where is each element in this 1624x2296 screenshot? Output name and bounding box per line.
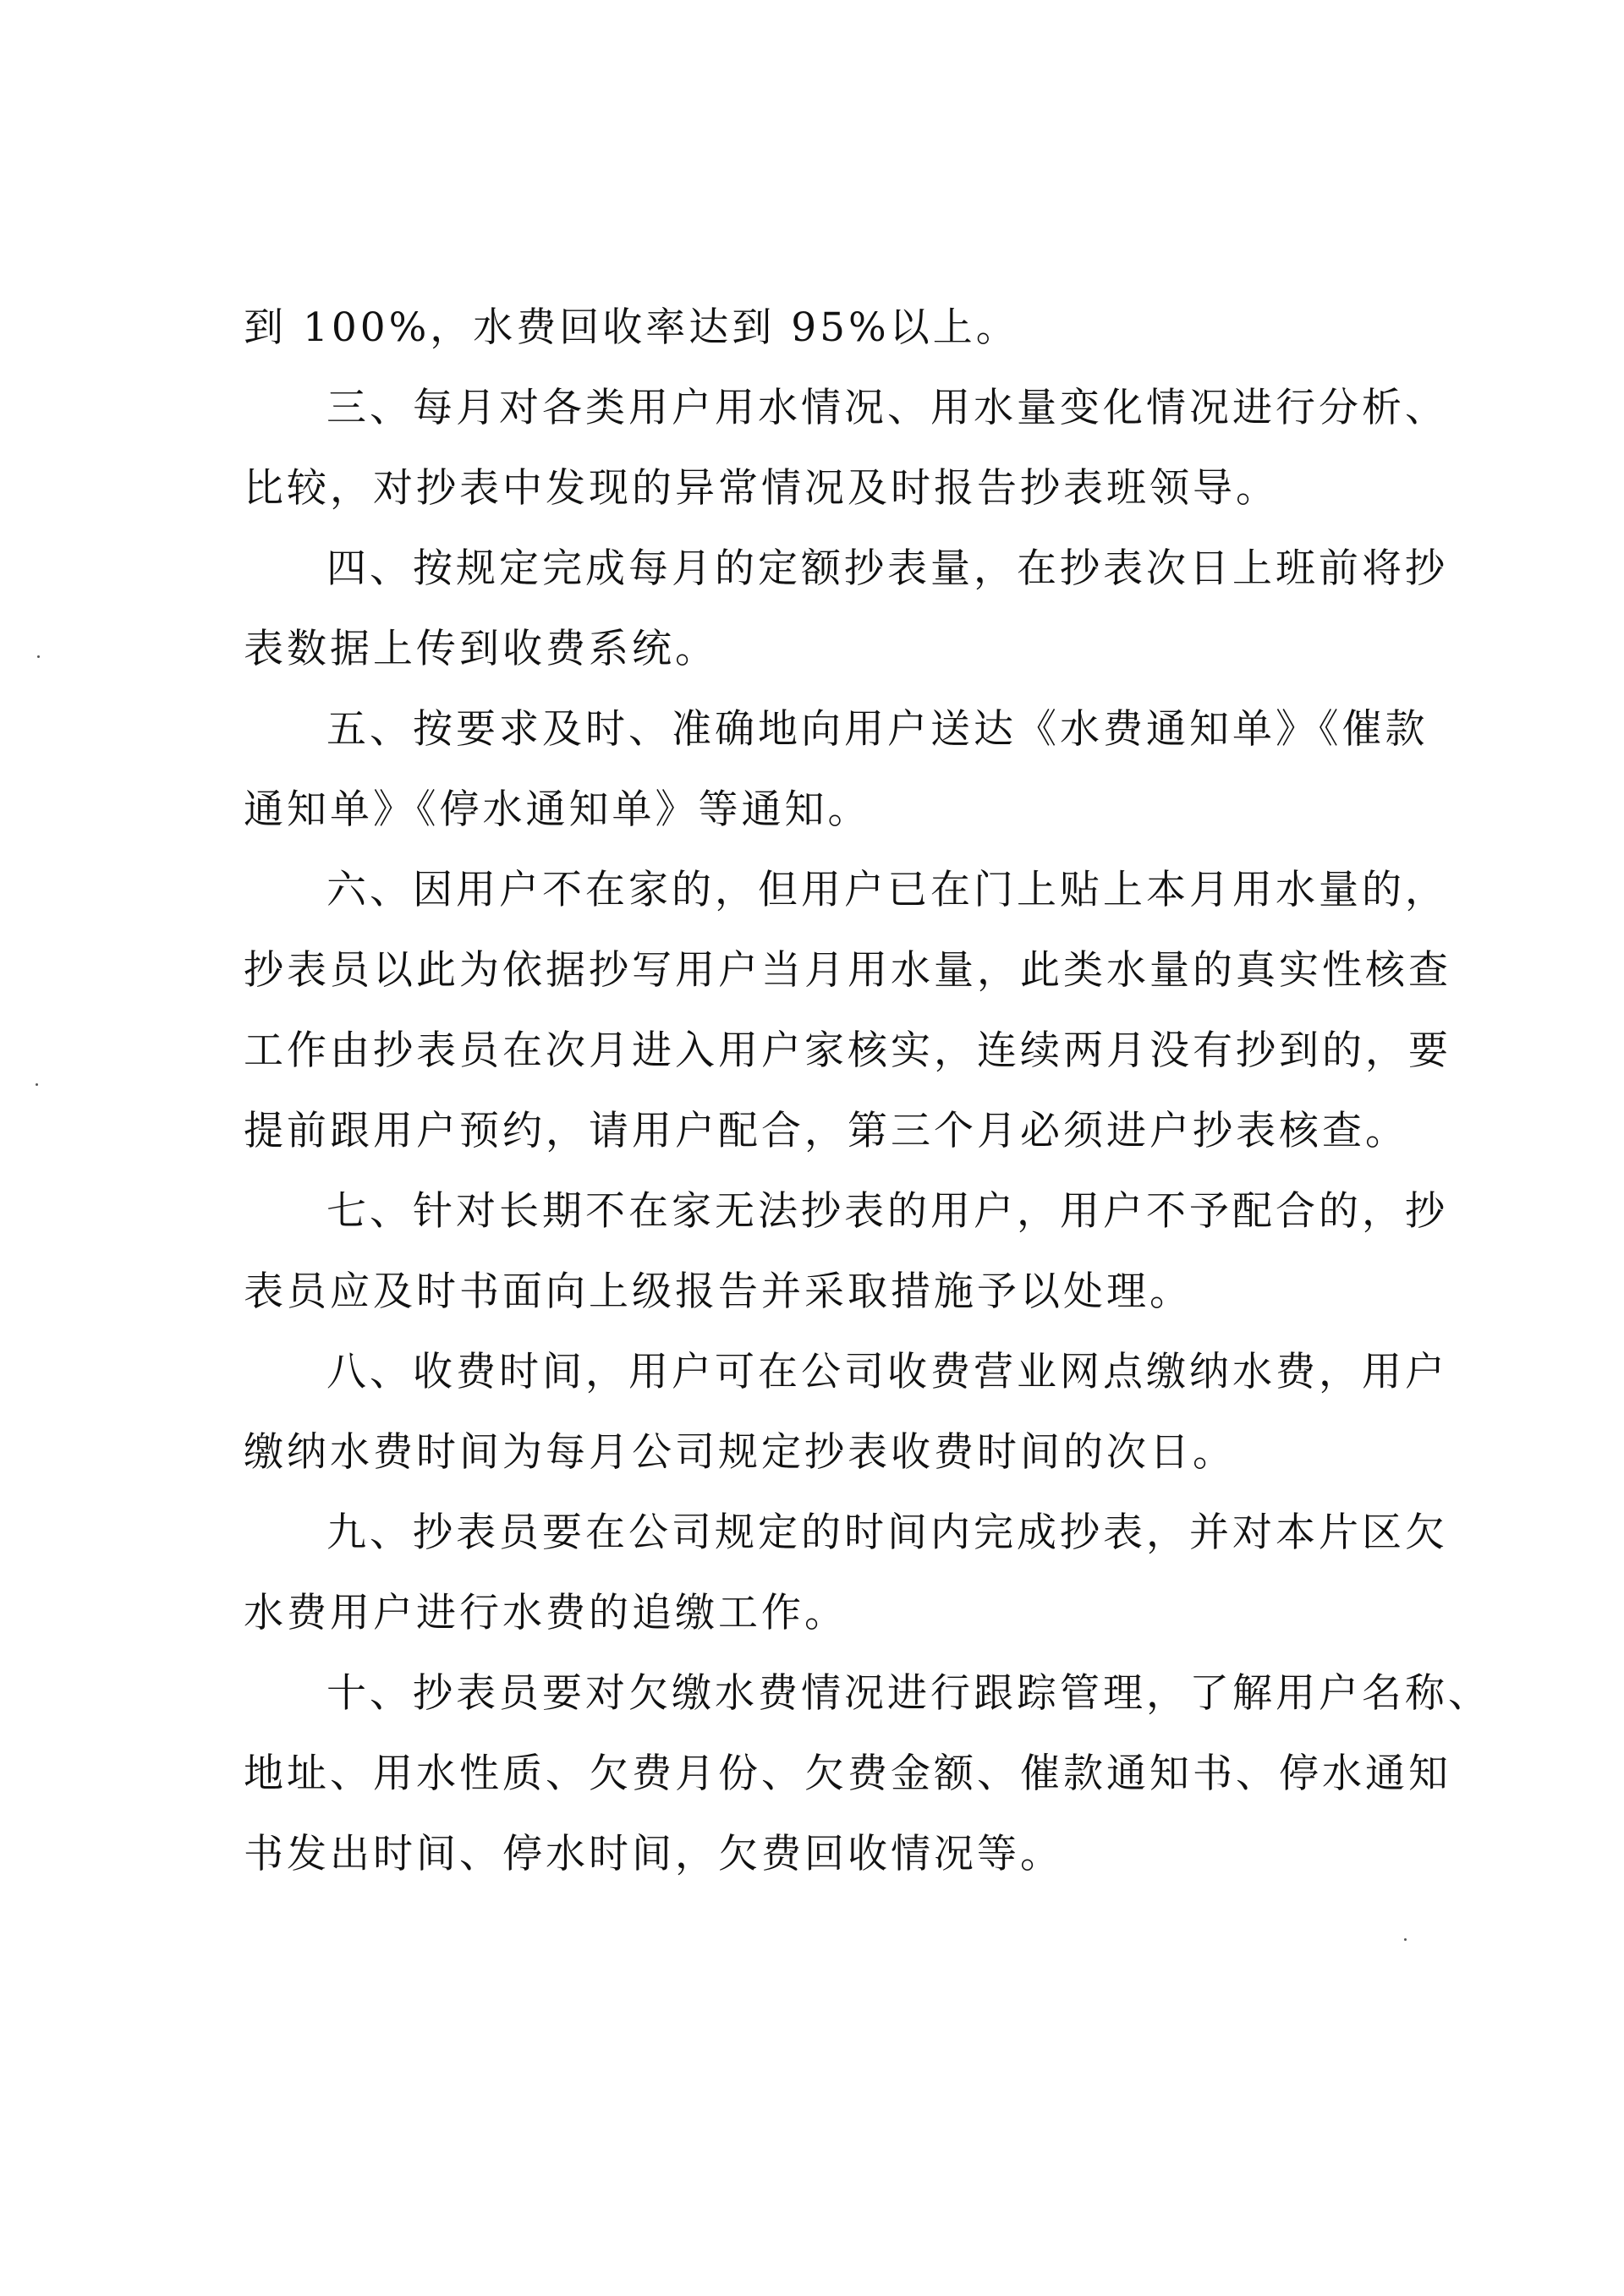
text-line: 表员应及时书面向上级报告并采取措施予以处理。: [244, 1269, 1193, 1315]
text-line: 四、按规定完成每月的定额抄表量，在抄表次日上班前将抄: [326, 545, 1448, 592]
text-line: 提前跟用户预约，请用户配合，第三个月必须进户抄表核查。: [244, 1108, 1408, 1154]
text-line: 缴纳水费时间为每月公司规定抄表收费时间的次日。: [244, 1429, 1236, 1476]
text-line: 书发出时间、停水时间，欠费回收情况等。: [244, 1831, 1063, 1877]
scan-speck: [1404, 1938, 1407, 1941]
document-body: [244, 288, 1491, 1894]
text-line: 地址、用水性质、欠费月份、欠费金额、催款通知书、停水通知: [244, 1751, 1451, 1797]
scan-speck: [37, 655, 40, 658]
text-line: 十、抄表员要对欠缴水费情况进行跟踪管理，了解用户名称、: [326, 1670, 1491, 1717]
text-line: 八、收费时间，用户可在公司收费营业网点缴纳水费，用户: [326, 1349, 1448, 1395]
text-line: 六、因用户不在家的，但用户已在门上贴上本月用水量的，: [326, 867, 1448, 913]
text-line: 五、按要求及时、准确地向用户送达《水费通知单》《催款: [326, 706, 1429, 753]
text-line: 抄表员以此为依据抄写用户当月用水量，此类水量的真实性核查: [244, 947, 1451, 994]
text-line: 七、针对长期不在家无法抄表的用户，用户不予配合的，抄: [326, 1188, 1448, 1235]
scan-speck: [36, 1083, 38, 1086]
text-line: 水费用户进行水费的追缴工作。: [244, 1590, 848, 1636]
text-line: 三、每月对各类用户用水情况、用水量变化情况进行分析、: [326, 385, 1448, 431]
text-line: 比较，对抄表中发现的异常情况及时报告抄表班领导。: [244, 465, 1279, 512]
text-line: 工作由抄表员在次月进入用户家核实，连续两月没有抄到的，要: [244, 1027, 1451, 1074]
text-line: 通知单》《停水通知单》等通知。: [244, 786, 871, 833]
text-line: 表数据上传到收费系统。: [244, 626, 718, 672]
text-line: 九、抄表员要在公司规定的时间内完成抄表，并对本片区欠: [326, 1510, 1448, 1556]
text-line: 到 100%，水费回收率达到 95%以上。: [244, 304, 1019, 351]
